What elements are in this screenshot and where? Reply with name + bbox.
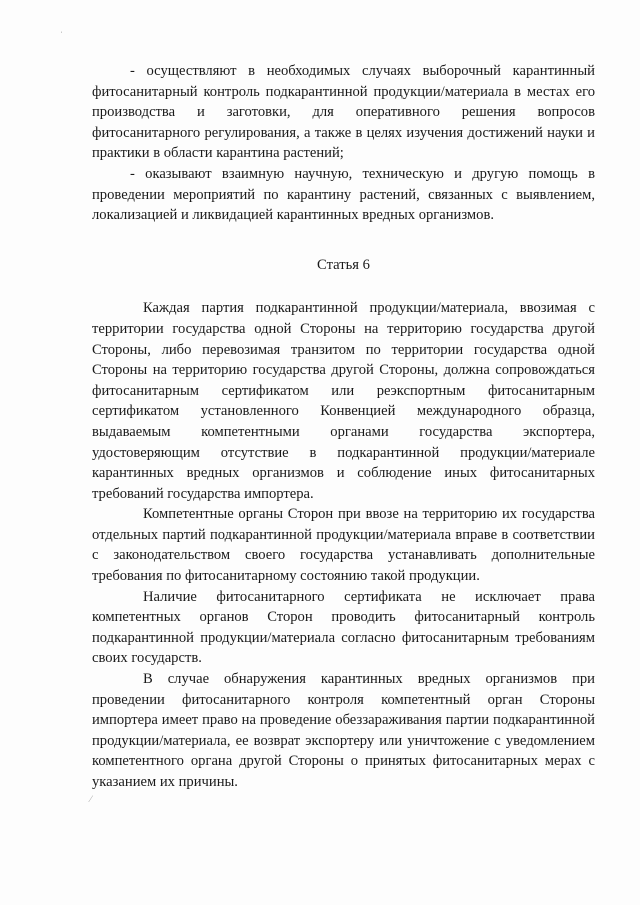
paragraph: Наличие фитосанитарного сертификата не исключает права компетентных органов Сторон проводить фитосанитарный контроль подкарантинной продукции/материала согласно фитосанитарным требованиям своих государств. xyxy=(92,588,595,667)
scan-speck: ⁄ xyxy=(90,794,92,804)
paragraph: Компетентные органы Сторон при ввозе на территорию их государства отдельных партий подкарантинной продукции/материала вправе в соответствии с законодательством своего государства устанавливать дополнительные требования по фитосанитарному состоянию такой продукции. xyxy=(92,506,595,585)
document-body xyxy=(92,61,595,793)
paragraph: В случае обнаружения карантинных вредных организмов при проведении фитосанитарного контроля компетентный орган Стороны импортера имеет право на проведение обеззараживания партии подкарантинной продукции/материала, ее возврат экспортеру или уничтожение с уведомлением компетентного органа другой Стороны о принятых фитосанитарных мерах с указанием их причины. xyxy=(92,671,595,790)
paragraph: Каждая партия подкарантинной продукции/материала, ввозимая с территории государства одной Стороны на территорию государства другой Стороны, либо перевозимая транзитом по территории государства одной Стороны на территорию государства другой Стороны, должна сопровождаться фитосанитарным сертификатом или реэкспортным фитосанитарным сертификатом установленного Конвенцией международного образца, выдаваемым компетентными органами государства экспортера, удостоверяющим отсутствие в подкарантинной продукции/материале карантинных вредных организмов и соблюдение иных фитосанитарных требований государства импортера. xyxy=(92,300,595,502)
bullet-item: - осуществляют в необходимых случаях выборочный карантинный фитосанитарный контроль подкарантинной продукции/материала в местах его производства и заготовки, для оперативного решения вопросов фитосанитарного регулирования, а также в целях изучения достижений науки и практики в области карантина растений; xyxy=(92,63,595,162)
article-title: Статья 6 xyxy=(317,256,370,273)
bullet-item: - оказывают взаимную научную, техническую и другую помощь в проведении мероприятий по карантину растений, связанных с выявлением, локализацией и ликвидацией карантинных вредных организмов. xyxy=(92,165,595,224)
scan-speck: ˌ xyxy=(60,23,63,33)
